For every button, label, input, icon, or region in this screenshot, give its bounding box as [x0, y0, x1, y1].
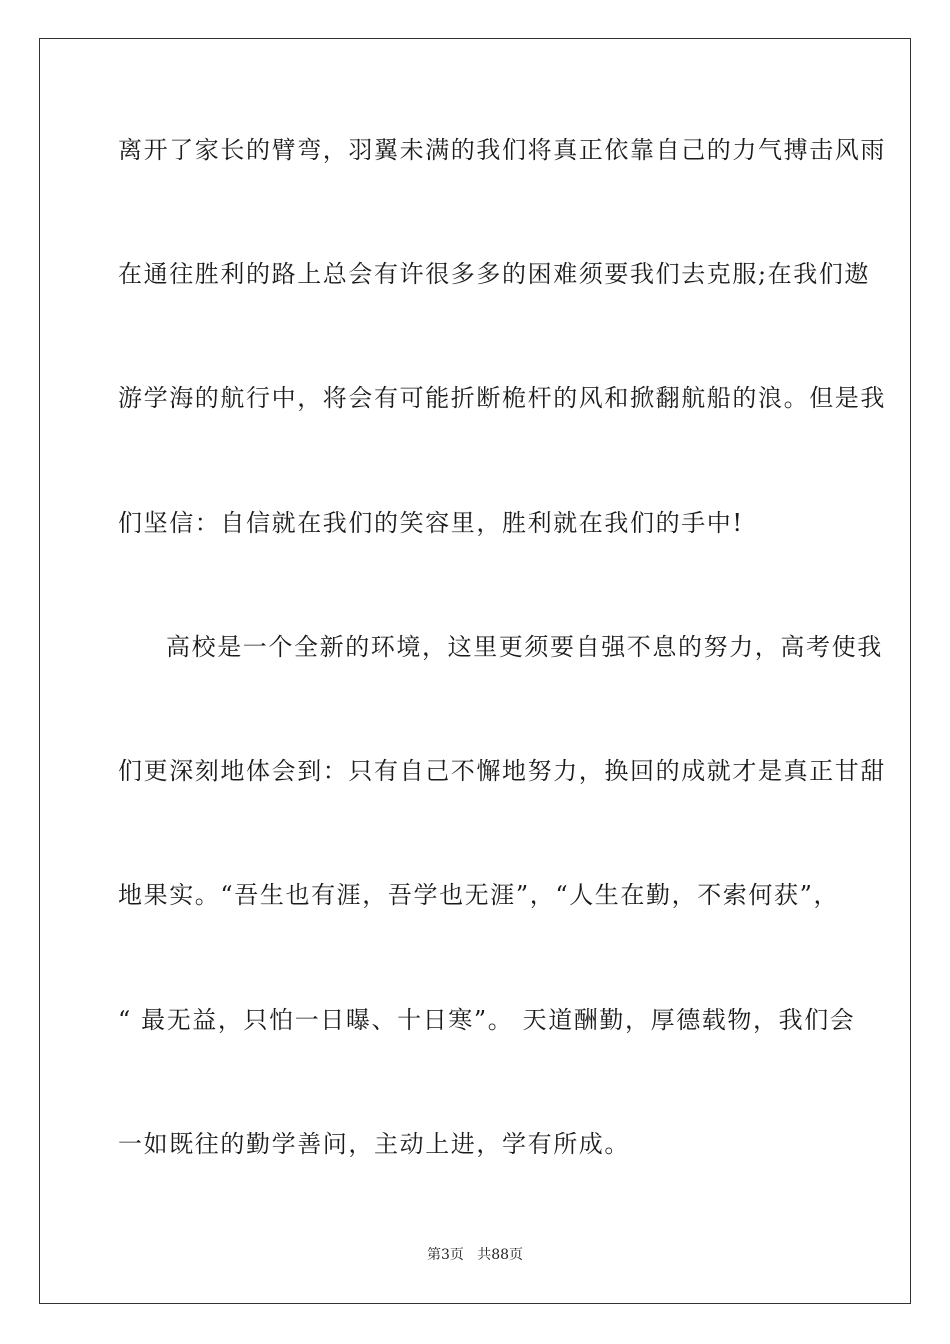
total-pages-number: 88 — [491, 1247, 510, 1263]
current-page-number: 3 — [440, 1247, 450, 1263]
page-footer — [0, 1246, 950, 1264]
text-line-3: 游学海的航行中，将会有可能折断桅杆的风和掀翻航船的浪。但是我 — [118, 384, 886, 412]
text-line-4: 们坚信：自信就在我们的笑容里，胜利就在我们的手中! — [118, 509, 744, 537]
text-line-5-paragraph-start: 高校是一个全新的环境，这里更须要自强不息的努力，高考使我 — [166, 633, 883, 661]
page-label-prefix: 第 — [426, 1247, 441, 1263]
text-line-2: 在通往胜利的路上总会有许很多多的困难须要我们去克服;在我们遨 — [118, 260, 871, 288]
text-line-9: 一如既往的勤学善问，主动上进，学有所成。 — [118, 1130, 630, 1158]
page-label-suffix: 页 — [449, 1247, 464, 1263]
text-line-1: 离开了家长的臂弯，羽翼未满的我们将真正依靠自己的力气搏击风雨 — [118, 136, 886, 164]
page-border — [39, 38, 911, 1304]
text-line-6: 们更深刻地体会到：只有自己不懈地努力，换回的成就才是真正甘甜 — [118, 757, 886, 785]
text-line-7: 地果实。“吾生也有涯，吾学也无涯”，“人生在勤，不索何获”， — [118, 881, 840, 909]
total-label-suffix: 页 — [509, 1247, 524, 1263]
total-label-prefix: 共 — [477, 1247, 492, 1263]
text-line-8: “ 最无益，只怕一日曝、十日寒”。 天道酬勤，厚德载物，我们会 — [118, 1006, 856, 1034]
